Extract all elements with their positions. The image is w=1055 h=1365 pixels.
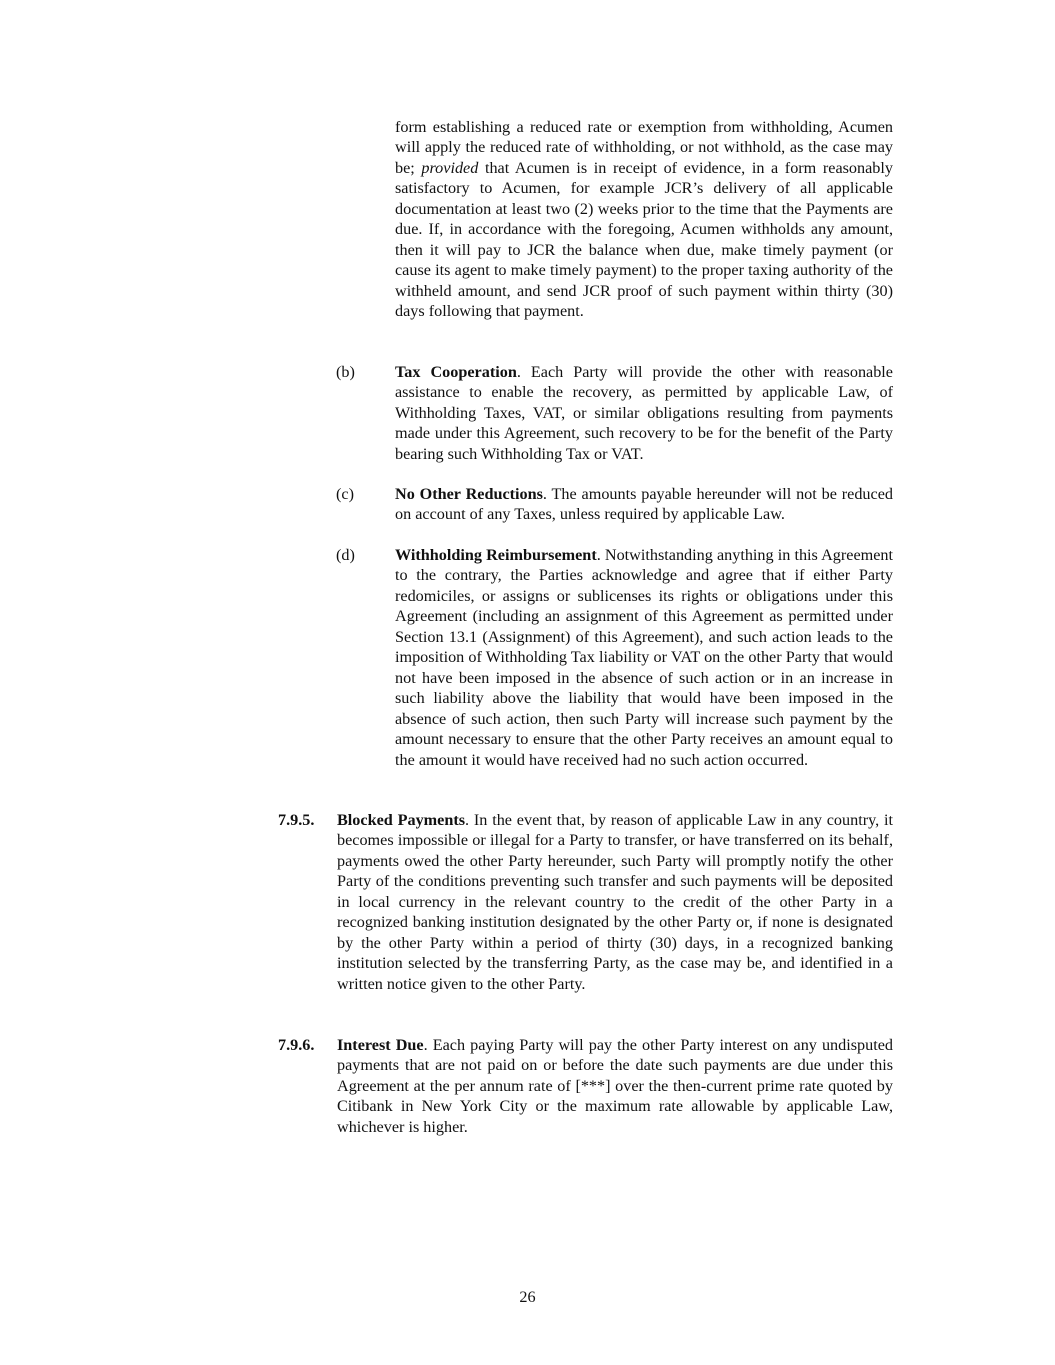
section-7-9-6-paragraph bbox=[337, 1035, 893, 1137]
subsection-b-heading: Tax Cooperation bbox=[395, 363, 517, 381]
subsection-c-heading: No Other Reductions bbox=[395, 485, 543, 503]
section-7-9-5-number: 7.9.5. bbox=[278, 811, 315, 829]
subsection-d-paragraph bbox=[395, 545, 893, 770]
section-7-9-6-number: 7.9.6. bbox=[278, 1036, 315, 1054]
section-7-9-6-heading: Interest Due bbox=[337, 1036, 424, 1054]
subsection-c-paragraph bbox=[395, 484, 893, 525]
section-7-9-5-heading: Blocked Payments bbox=[337, 811, 466, 829]
subsection-d-heading: Withholding Reimbursement bbox=[395, 546, 597, 564]
page-number: 26 bbox=[519, 1288, 536, 1306]
subsection-c-label: (c) bbox=[336, 485, 354, 503]
subsection-d-label: (d) bbox=[336, 546, 355, 564]
section-7-9-5-paragraph bbox=[337, 810, 893, 994]
subsection-d-text: . Notwithstanding anything in this Agreement to the contrary, the Parties acknowledge and agree that if either Party redomiciles, or assigns or sublicenses its rights or obligations under this Agreement (including an assignment of this Agreement as permitted under Section 13.1 (Assignment) of this Agreement), and such action leads to the imposition of Withholding Tax liability or VAT on the other Party that would not have been imposed in the absence of such action or in an increase in such liability above the liability that would have been imposed in the absence of such action, then such Party will increase such payment by the amount necessary to ensure that the other Party receives an amount equal to the amount it would have received had no such action occurred. bbox=[395, 546, 894, 769]
subsection-b-paragraph bbox=[395, 362, 893, 464]
subsection-b-text: . Each Party will provide the other with reasonable assistance to enable the recovery, as permitted by applicable Law, of Withholding Taxes, VAT, or similar obligations resulting from payments made under this Agreement, such recovery to be for the benefit of the Party bearing such Withholding Tax or VAT. bbox=[395, 363, 893, 463]
continuation-text-before: form establishing a reduced rate or exemption from withholding, Acumen will apply the reduced rate of withholding, or not withhold, as the case may be; bbox=[395, 118, 893, 177]
continuation-text-after: that Acumen is in receipt of evidence, in a form reasonably satisfactory to Acumen, for example JCR’s delivery of all applicable documentation at least two (2) weeks prior to the time that the Payments are due. If, in accordance with the foregoing, Acumen withholds any amount, then it will pay to JCR the balance when due, make timely payment (or cause its agent to make timely payment) to the proper taxing authority of the withheld amount, and send JCR proof of such payment within thirty (30) days following that payment. bbox=[395, 158, 893, 321]
subsection-c-text: . The amounts payable hereunder will not be reduced on account of any Taxes, unless required by applicable Law. bbox=[395, 485, 893, 524]
provided-term: provided bbox=[421, 158, 479, 177]
section-7-9-6-text: . Each paying Party will pay the other Party interest on any undisputed payments that are not paid on or before the date such payments are due under this Agreement at the per annum rate of [***] over the then-current prime rate quoted by Citibank in New York City or the maximum rate allowable by applicable Law, whichever is higher. bbox=[337, 1036, 893, 1136]
section-7-9-5-text: . In the event that, by reason of applicable Law in any country, it becomes impossible or illegal for a Party to transfer, or have transferred on its behalf, payments owed the other Party hereunder, such Party will promptly notify the other Party of the conditions preventing such transfer and such payments will be deposited in local currency in the relevant country to the credit of the other Party in a recognized banking institution designated by the other Party or, if none is designated by the other Party within a period of thirty (30) days, in a recognized banking institution selected by the transferring Party, as the case may be, and identified in a written notice given to the other Party. bbox=[337, 811, 894, 993]
subsection-b-label: (b) bbox=[336, 363, 355, 381]
continuation-paragraph bbox=[395, 117, 893, 322]
